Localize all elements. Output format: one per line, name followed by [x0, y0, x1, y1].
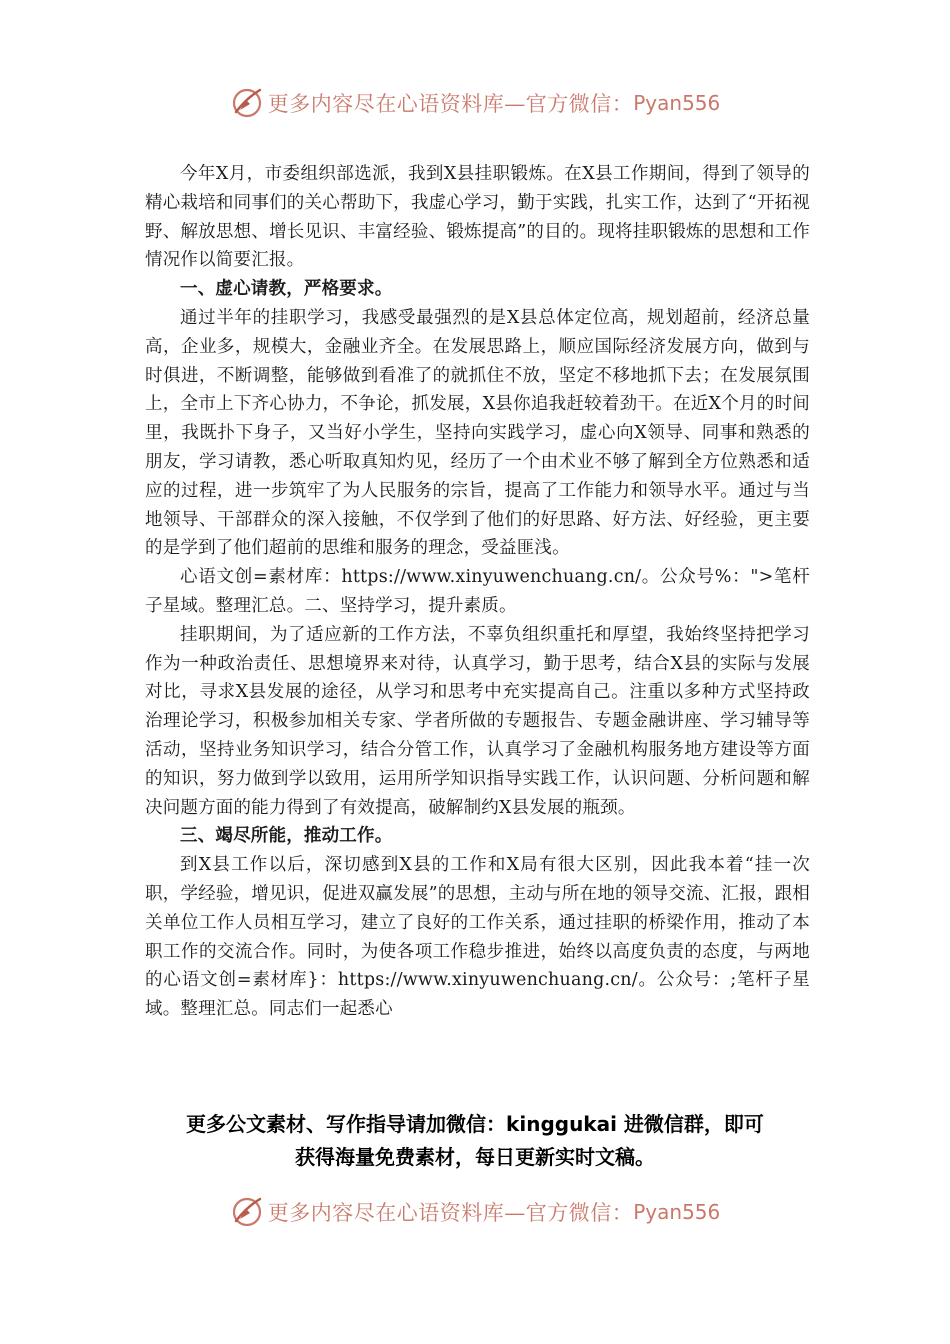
promo-line-2: 获得海量免费素材，每日更新实时文稿。 — [295, 1145, 655, 1169]
banner-text: 更多内容尽在心语资料库—官方微信： — [267, 1201, 634, 1225]
paragraph-section-3: 到X县工作以后，深切感到X县的工作和X局有很大区别，因此我本着“挂一次职，学经验，增见识，促进双赢发展”的思想，主动与所在地的领导交流、汇报，跟相关单位工作人员相互学习，建立了良好的工作关系，通过挂职的桥梁作用，推动了本职工作的交流合作。同时，为使各项工作稳步推进，始终以高度负责的态度，与两地的心语文创=素材库}：https://www.xinyuwenchuang.cn/。公众号：;笔杆子星域。整理汇总。同志们一起悉心 — [145, 855, 810, 1020]
banner-text: 更多内容尽在心语资料库—官方微信： — [267, 92, 634, 116]
promo-line-1: 更多公文素材、写作指导请加微信：kinggukai 进微信群，即可 — [186, 1112, 764, 1136]
paragraph-section-2: 挂职期间，为了适应新的工作方法，不辜负组织重托和厚望，我始终坚持把学习作为一种政治责任、思想境界来对待，认真学习，勤于思考，结合X县的实际与发展对比，寻求X县发展的途径，从学习和思考中充实提高自己。注重以多种方式坚持政治理论学习，积极参加相关专家、学者所做的专题报告、专题金融讲座、学习辅导等活动，坚持业务知识学习，结合分管工作，认真学习了金融机构服务地方建设等方面的知识，努力做到学以致用，运用所学知识指导实践工作，认识问题、分析问题和解决问题方面的能力得到了有效提高，破解制约X县发展的瓶颈。 — [145, 624, 810, 818]
paragraph-section-1: 通过半年的挂职学习，我感受最强烈的是X县总体定位高，规划超前，经济总量高，企业多，规模大，金融业齐全。在发展思路上，顺应国际经济发展方向，做到与时俱进，不断调整，能够做到看准了的就抓住不放，坚定不移地抓下去；在发展氛围上，全市上下齐心协力，不争论，抓发展，X县你追我赶较着劲干。在近X个月的时间里，我既扑下身子，又当好小学生，坚持向实践学习，虚心向X领导、同事和熟悉的朋友，学习请教，悉心听取真知灼见，经历了一个由术业不够了解到全方位熟悉和适应的过程，进一步筑牢了为人民服务的宗旨，提高了工作能力和领导水平。通过与当地领导、干部群众的深入接触，不仅学到了他们的好思路、好方法、好经验，更主要的是学到了他们超前的思维和服务的理念，受益匪浅。 — [145, 307, 810, 559]
section-heading-3: 三、竭尽所能，推动工作。 — [180, 826, 393, 847]
promo-notice — [120, 1108, 830, 1174]
banner-wechat-id: Pyan556 — [633, 91, 721, 115]
pen-logo-icon — [230, 1195, 264, 1229]
section-heading-1: 一、虚心请教，严格要求。 — [180, 279, 393, 300]
header-banner — [0, 83, 950, 123]
pen-logo-icon — [230, 86, 264, 120]
banner-wechat-id: Pyan556 — [633, 1200, 721, 1224]
paragraph-intro: 今年X月，市委组织部选派，我到X县挂职锻炼。在X县工作期间，得到了领导的精心栽培和同事们的关心帮助下，我虚心学习，勤于实践，扎实工作，达到了“开拓视野、解放思想、增长见识、丰富经验、锻炼提高”的目的。现将挂职锻炼的思想和工作情况作以简要汇报。 — [145, 164, 810, 271]
footer-banner — [0, 1192, 950, 1232]
paragraph-source-note-1: 心语文创=素材库：https://www.xinyuwenchuang.cn/。公众号%：">笔杆子星域。整理汇总。二、坚持学习，提升素质。 — [145, 567, 810, 616]
document-body — [145, 160, 810, 1024]
